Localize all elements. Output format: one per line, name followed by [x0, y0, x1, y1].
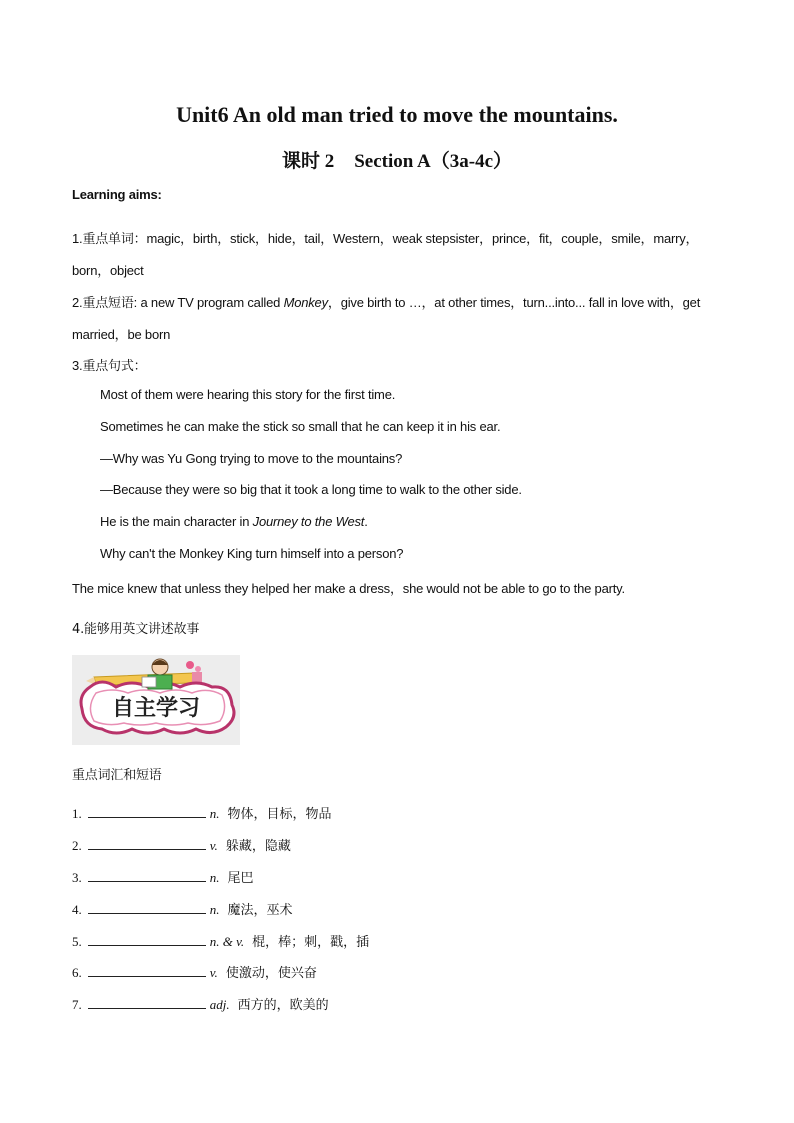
sentence-5 [100, 514, 368, 529]
vocab-meaning: 魔法，巫术 [227, 903, 293, 918]
badge-label: 自主学习 [111, 696, 201, 721]
part-of-speech: adj. [209, 997, 230, 1012]
vocab-item [72, 899, 293, 918]
vocab-meaning: 使激动，使兴奋 [225, 966, 317, 981]
aim1-line2: born，object [72, 263, 144, 278]
part-of-speech: v. [209, 838, 218, 853]
answer-blank[interactable] [88, 869, 206, 882]
aim2-line2: married，be born [72, 327, 171, 342]
answer-blank[interactable] [88, 805, 206, 818]
vocab-meaning: 棍，棒；刺，戳，插 [252, 935, 370, 950]
sentence-5-a: He is the main character in [100, 514, 253, 529]
aim1-line1 [72, 228, 698, 247]
vocab-item [72, 803, 332, 822]
vocab-meaning: 躲藏，隐藏 [225, 839, 291, 854]
answer-blank[interactable] [88, 996, 206, 1009]
vocab-item [72, 835, 291, 854]
part-of-speech: n. [209, 806, 220, 821]
aim2-text-a: a new TV program called [140, 295, 284, 310]
vocab-item [72, 867, 254, 886]
page-subtitle [0, 146, 794, 173]
aim2-italic: Monkey [283, 295, 328, 310]
self-study-badge [72, 655, 240, 745]
aim3-label: 3.重点句式： [72, 358, 147, 373]
vocab-meaning: 尾巴 [227, 871, 254, 886]
vocab-number: 4. [72, 902, 82, 917]
vocab-number: 2. [72, 838, 82, 853]
aim1-label: 1.重点单词： [72, 231, 147, 246]
sentence-6: Why can't the Monkey King turn himself into a person? [100, 546, 404, 561]
aim2-line1 [72, 292, 700, 311]
sentence-4: —Because they were so big that it took a long time to walk to the other side. [100, 482, 522, 497]
vocab-item [72, 931, 369, 950]
vocab-number: 3. [72, 870, 82, 885]
vocab-meaning: 西方的，欧美的 [237, 998, 329, 1013]
aim2-label: 2.重点短语: [72, 295, 141, 310]
aim1-words: magic，birth，stick，hide，tail，Western，weak stepsister，prince，fit，couple，smile，marry， [146, 231, 699, 246]
answer-blank[interactable] [88, 964, 206, 977]
vocab-item [72, 994, 329, 1013]
sentence-5-italic: Journey to the West [252, 514, 365, 529]
aim2-text-b: ，give birth to …，at other times，turn...into... fall in love with，get [327, 295, 701, 310]
part-of-speech: n. & v. [209, 934, 245, 949]
sentence-1: Most of them were hearing this story for the first time. [100, 387, 396, 402]
answer-blank[interactable] [88, 837, 206, 850]
sentence-7: The mice knew that unless they helped her make a dress，she would not be able to go to the party. [72, 581, 625, 596]
vocab-number: 6. [72, 965, 82, 980]
vocab-number: 7. [72, 997, 82, 1012]
vocab-number: 1. [72, 806, 82, 821]
sentence-3: —Why was Yu Gong trying to move to the mountains? [100, 451, 403, 466]
part-of-speech: n. [209, 870, 220, 885]
vocab-item [72, 962, 317, 981]
vocab-meaning: 物体，目标，物品 [227, 807, 332, 822]
vocab-number: 5. [72, 934, 82, 949]
sentence-2: Sometimes he can make the stick so small that he can keep it in his ear. [100, 419, 501, 434]
aims-heading: Learning aims: [72, 187, 162, 202]
lesson-label: 课时 2 [281, 151, 335, 172]
answer-blank[interactable] [88, 933, 206, 946]
aim4: 4.能够用英文讲述故事 [72, 622, 200, 637]
sentence-5-b: . [364, 514, 368, 529]
self-study-badge-graphic [72, 655, 240, 745]
answer-blank[interactable] [88, 901, 206, 914]
part-of-speech: v. [209, 965, 218, 980]
section-label: Section A（3a-4c） [354, 151, 513, 172]
page-title: Unit6 An old man tried to move the mountains. [176, 102, 618, 127]
part-of-speech: n. [209, 902, 220, 917]
vocab-heading: 重点词汇和短语 [72, 768, 162, 783]
